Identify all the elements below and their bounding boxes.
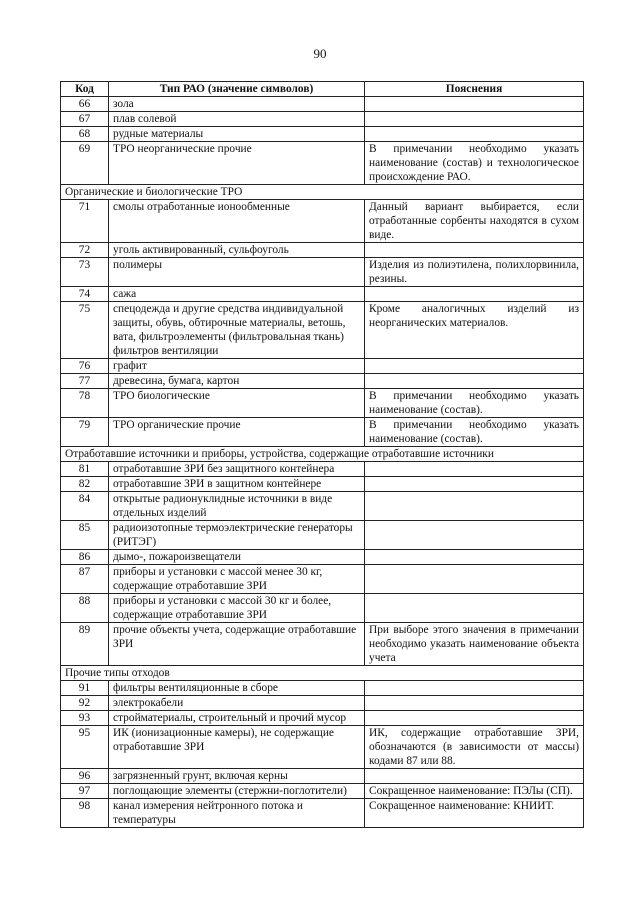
code-cell: 85 [61,521,109,550]
table-row [61,462,584,477]
type-cell: стройматериалы, строительный и прочий мусор [109,711,365,726]
code-cell: 71 [61,200,109,243]
table-header-row [61,82,584,97]
note-cell [365,97,584,112]
type-cell: прочие объекты учета, содержащие отработавшие ЗРИ [109,623,365,666]
section-row [61,447,584,462]
code-cell: 69 [61,142,109,185]
note-cell [365,711,584,726]
table-row [61,784,584,799]
note-cell [365,462,584,477]
note-cell [365,681,584,696]
code-cell: 98 [61,799,109,828]
type-cell: приборы и установки с массой менее 30 кг, содержащие отработавшие ЗРИ [109,565,365,594]
type-cell: смолы отработанные ионообменные [109,200,365,243]
code-cell: 87 [61,565,109,594]
code-cell: 81 [61,462,109,477]
code-cell: 68 [61,127,109,142]
note-cell: Изделия из полиэтилена, полихлорвинила, резины. [365,258,584,287]
table-row [61,97,584,112]
note-cell [365,550,584,565]
type-cell: открытые радионуклидные источники в виде отдельных изделий [109,492,365,521]
table-row [61,418,584,447]
type-cell: электрокабели [109,696,365,711]
table-row [61,374,584,389]
header-code: Код [61,82,109,97]
code-cell: 72 [61,243,109,258]
type-cell: уголь активированный, сульфоуголь [109,243,365,258]
type-cell: фильтры вентиляционные в сборе [109,681,365,696]
table-row [61,769,584,784]
note-cell: Сокращенное наименование: ПЭЛы (СП). [365,784,584,799]
note-cell [365,477,584,492]
code-cell: 74 [61,287,109,302]
table-row [61,142,584,185]
header-type: Тип РАО (значение символов) [109,82,365,97]
section-title: Отработавшие источники и приборы, устройства, содержащие отработавшие источники [61,447,584,462]
code-cell: 89 [61,623,109,666]
type-cell: рудные материалы [109,127,365,142]
note-cell: ИК, содержащие отработавшие ЗРИ, обозначаются (в зависимости от массы) кодами 87 или 88. [365,726,584,769]
type-cell: графит [109,359,365,374]
table-row [61,127,584,142]
section-title: Органические и биологические ТРО [61,185,584,200]
type-cell: ТРО биологические [109,389,365,418]
code-cell: 77 [61,374,109,389]
table-row [61,799,584,828]
note-cell: Кроме аналогичных изделий из неорганических материалов. [365,302,584,359]
type-cell: плав солевой [109,112,365,127]
type-cell: спецодежда и другие средства индивидуальной защиты, обувь, обтирочные материалы, ветошь, вата, фильтроэлементы (фильтровальная ткань) фильтров вентиляции [109,302,365,359]
type-cell: зола [109,97,365,112]
table-row [61,359,584,374]
table-row [61,287,584,302]
table-row [61,243,584,258]
note-cell: При выборе этого значения в примечании необходимо указать наименование объекта учета [365,623,584,666]
section-title: Прочие типы отходов [61,666,584,681]
table-row [61,112,584,127]
code-cell: 66 [61,97,109,112]
table-row [61,711,584,726]
type-cell: ИК (ионизационные камеры), не содержащие отработавшие ЗРИ [109,726,365,769]
table-row [61,389,584,418]
type-cell: радиоизотопные термоэлектрические генераторы (РИТЭГ) [109,521,365,550]
type-cell: древесина, бумага, картон [109,374,365,389]
section-row [61,185,584,200]
code-cell: 73 [61,258,109,287]
note-cell [365,594,584,623]
table-row [61,200,584,243]
note-cell [365,521,584,550]
code-cell: 84 [61,492,109,521]
table-row [61,302,584,359]
code-cell: 95 [61,726,109,769]
note-cell [365,359,584,374]
note-cell: В примечании необходимо указать наименование (состав) и технологическое происхождение РАО. [365,142,584,185]
code-cell: 67 [61,112,109,127]
table-row [61,258,584,287]
table-row [61,594,584,623]
table-row [61,681,584,696]
code-cell: 82 [61,477,109,492]
code-cell: 88 [61,594,109,623]
type-cell: отработавшие ЗРИ без защитного контейнера [109,462,365,477]
note-cell [365,287,584,302]
note-cell [365,374,584,389]
rao-type-table [60,81,584,828]
header-note: Пояснения [365,82,584,97]
table-row [61,550,584,565]
code-cell: 97 [61,784,109,799]
table-row [61,521,584,550]
code-cell: 79 [61,418,109,447]
table-row [61,565,584,594]
code-cell: 86 [61,550,109,565]
note-cell [365,112,584,127]
note-cell: В примечании необходимо указать наименование (состав). [365,389,584,418]
code-cell: 92 [61,696,109,711]
note-cell [365,492,584,521]
type-cell: дымо-, пожароизвещатели [109,550,365,565]
type-cell: полимеры [109,258,365,287]
table-row [61,623,584,666]
page-number: 90 [313,46,327,61]
type-cell: сажа [109,287,365,302]
table-row [61,726,584,769]
table-row [61,477,584,492]
note-cell: Сокращенное наименование: КНИИТ. [365,799,584,828]
code-cell: 75 [61,302,109,359]
note-cell [365,696,584,711]
code-cell: 76 [61,359,109,374]
code-cell: 91 [61,681,109,696]
type-cell: отработавшие ЗРИ в защитном контейнере [109,477,365,492]
code-cell: 96 [61,769,109,784]
type-cell: поглощающие элементы (стержни-поглотители) [109,784,365,799]
note-cell [365,565,584,594]
type-cell: канал измерения нейтронного потока и температуры [109,799,365,828]
type-cell: ТРО неорганические прочие [109,142,365,185]
table-row [61,696,584,711]
note-cell: В примечании необходимо указать наименование (состав). [365,418,584,447]
section-row [61,666,584,681]
note-cell: Данный вариант выбирается, если отработанные сорбенты находятся в сухом виде. [365,200,584,243]
code-cell: 93 [61,711,109,726]
type-cell: приборы и установки с массой 30 кг и более, содержащие отработавшие ЗРИ [109,594,365,623]
note-cell [365,127,584,142]
type-cell: ТРО органические прочие [109,418,365,447]
note-cell [365,769,584,784]
type-cell: загрязненный грунт, включая керны [109,769,365,784]
note-cell [365,243,584,258]
code-cell: 78 [61,389,109,418]
table-row [61,492,584,521]
